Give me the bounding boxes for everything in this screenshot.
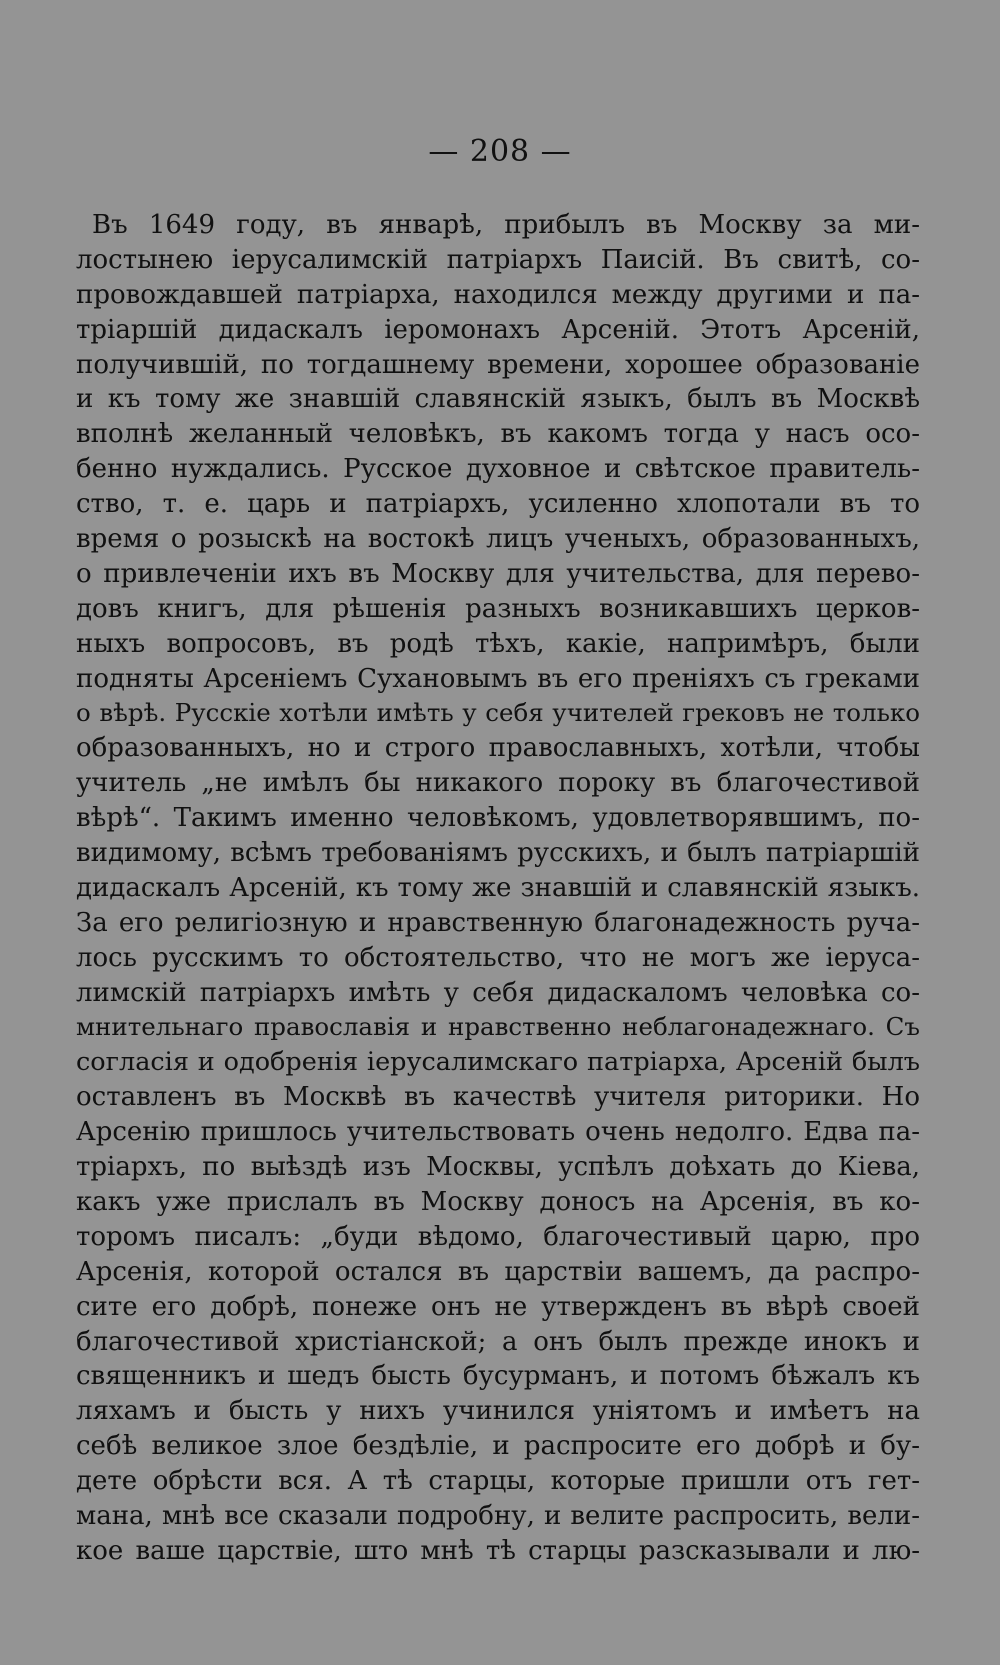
text-line: себѣ великое злое бездѣліе, и распросите его добрѣ и бу- [76, 1431, 920, 1462]
text-line: образованныхъ, но и строго православныхъ, хотѣли, чтобы [76, 733, 920, 764]
text-line: получившій, по тогдашнему времени, хорошее образованіе [76, 349, 920, 380]
text-line: дете обрѣсти вся. А тѣ старцы, которые пришли отъ гет- [76, 1466, 920, 1497]
text-line: лось русскимъ то обстоятельство, что не могъ же іеруса- [76, 942, 920, 973]
body-text [76, 208, 920, 1569]
text-line: оставленъ въ Москвѣ въ качествѣ учителя риторики. Но [76, 1082, 920, 1113]
text-line: о привлеченіи ихъ въ Москву для учительства, для перево- [76, 558, 920, 589]
text-line: За его религіозную и нравственную благонадежность руча- [76, 907, 920, 938]
text-line: лостынею іерусалимскій патріархъ Паисій. Въ свитѣ, со- [76, 244, 920, 275]
text-line: о вѣрѣ. Русскіе хотѣли имѣть у себя учителей грековъ не только [76, 698, 920, 728]
text-line: ство, т. е. царь и патріархъ, усиленно хлопотали въ то [76, 489, 920, 520]
text-line: благочестивой христіанской; а онъ былъ прежде инокъ и [76, 1326, 920, 1357]
text-line: какъ уже прислалъ въ Москву доносъ на Арсенія, въ ко- [76, 1186, 920, 1217]
text-line: подняты Арсеніемъ Сухановымъ въ его преніяхъ съ греками [76, 663, 920, 694]
text-line: вѣрѣ“. Такимъ именно человѣкомъ, удовлетворявшимъ, по- [76, 803, 920, 834]
text-line: довъ книгъ, для рѣшенія разныхъ возникавшихъ церков- [76, 593, 920, 624]
text-line: лимскій патріархъ имѣть у себя дидаскаломъ человѣка со- [76, 977, 920, 1008]
text-line: вполнѣ желанный человѣкъ, въ какомъ тогда у насъ осо- [76, 419, 920, 450]
text-line: мана, мнѣ все сказали подробну, и велите распросить, вели- [76, 1500, 920, 1531]
text-line: согласія и одобренія іерусалимскаго патріарха, Арсеній былъ [76, 1047, 920, 1078]
text-line: бенно нуждались. Русское духовное и свѣтское правитель- [76, 454, 920, 485]
text-line: Арсенію пришлось учительствовать очень недолго. Едва па- [76, 1117, 920, 1148]
text-line: видимому, всѣмъ требованіямъ русскихъ, и былъ патріаршій [76, 838, 920, 869]
text-line: сите его добрѣ, понеже онъ не утвержденъ въ вѣрѣ своей [76, 1291, 920, 1322]
text-line: кое ваше царствіе, што мнѣ тѣ старцы разсказывали и лю- [76, 1535, 920, 1566]
text-line: дидаскалъ Арсеній, къ тому же знавшій и славянскій языкъ. [76, 872, 920, 903]
text-line: мнительнаго православія и нравственно неблагонадежнаго. Съ [76, 1012, 920, 1042]
text-line: провождавшей патріарха, находился между другими и па- [76, 279, 920, 310]
text-line: тріаршій дидаскалъ іеромонахъ Арсеній. Этотъ Арсеній, [76, 314, 920, 345]
text-line: священникъ и шедъ бысть бусурманъ, и потомъ бѣжалъ къ [76, 1361, 920, 1392]
text-line: учитель „не имѣлъ бы никакого пороку въ благочестивой [76, 768, 920, 799]
text-line: время о розыскѣ на востокѣ лицъ ученыхъ, образованныхъ, [76, 524, 920, 555]
text-line: Арсенія, которой остался въ царствіи вашемъ, да распро- [76, 1256, 920, 1287]
text-line: Въ 1649 году, въ январѣ, прибылъ въ Москву за ми- [92, 210, 920, 240]
text-line: ляхамъ и бысть у нихъ учинился уніятомъ и имѣетъ на [76, 1396, 920, 1427]
text-line: тріархъ, по выѣздѣ изъ Москвы, успѣлъ доѣхать до Кіева, [76, 1152, 920, 1183]
page-number: — 208 — [428, 134, 572, 169]
text-line: торомъ писалъ: „буди вѣдомо, благочестивый царю, про [76, 1221, 920, 1252]
text-line: ныхъ вопросовъ, въ родѣ тѣхъ, какіе, напримѣръ, были [76, 628, 920, 659]
text-line: и къ тому же знавшій славянскій языкъ, былъ въ Москвѣ [76, 384, 920, 415]
